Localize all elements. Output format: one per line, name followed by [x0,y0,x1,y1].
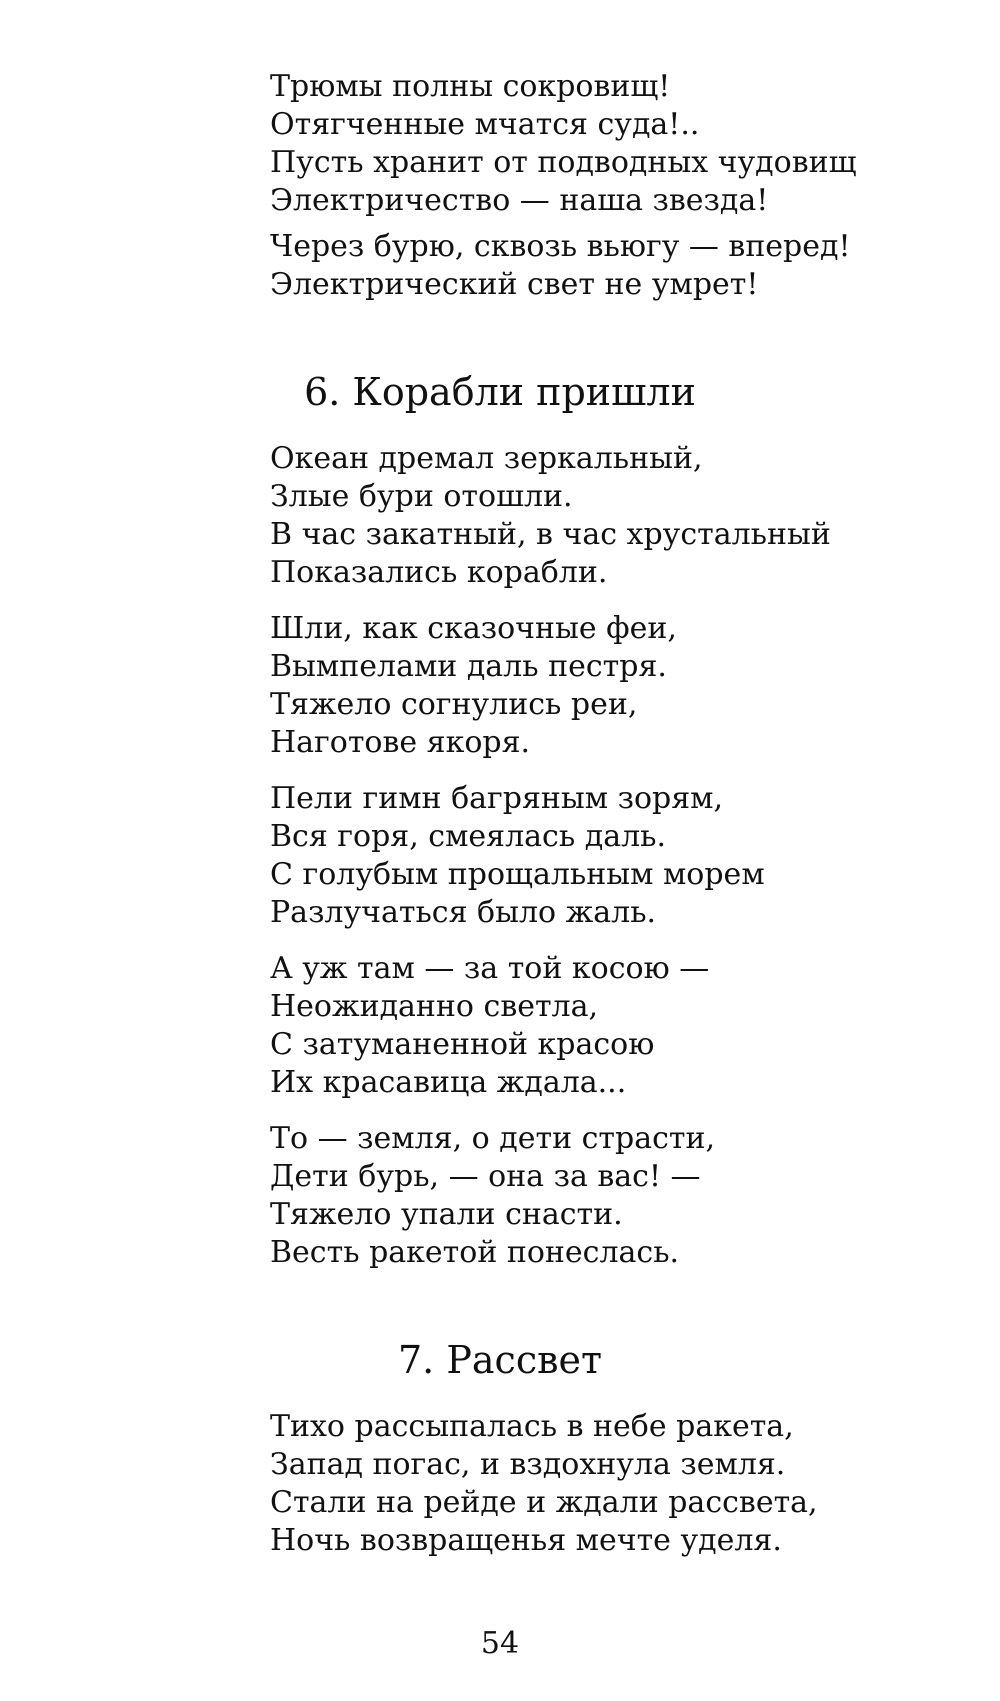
poem-line: С голубым прощальным морем [270,857,765,892]
stanza [270,1408,818,1560]
poem-line: Стали на рейде и ждали рассвета, [270,1485,818,1520]
section-title: 7. Рассвет [397,1338,603,1382]
poem-line: Дети бурь, — она за вас! — [270,1159,701,1194]
poem-line: Трюмы полны сокровищ! [270,69,671,104]
poem-line: Весть ракетой понеслась. [270,1235,680,1270]
stanza [270,440,831,592]
poem-line: Ночь возвращенья мечте уделя. [270,1523,782,1558]
poem-line: Вымпелами даль пестря. [270,649,667,684]
poem-line: Разлучаться было жаль. [270,895,657,930]
poem-line: Неожиданно светла, [270,989,599,1024]
poem-line: Показались корабли. [270,555,608,590]
poem-line: Отягченные мчатся суда!.. [270,107,700,142]
poem-line: А уж там — за той косою — [270,951,710,986]
poem-line: Электрический свет не умрет! [270,267,759,302]
poem-line: Их красавица ждала... [270,1065,627,1100]
stanza [270,68,856,220]
poem-line: Шли, как сказочные феи, [270,611,677,646]
poem-line: Запад погас, и вздохнула земля. [270,1447,786,1482]
poem-line: То — земля, о дети страсти, [270,1121,716,1156]
poem-line: Пусть хранит от подводных чудовищ [270,145,857,180]
stanza [270,780,765,932]
poem-line: Океан дремал зеркальный, [270,441,703,476]
stanza [270,1120,715,1272]
stanza [270,228,851,304]
section-title: 6. Корабли пришли [304,370,696,414]
poem-line: Через бурю, сквозь вьюгу — вперед! [270,229,851,264]
poem-line: Пели гимн багряным зорям, [270,781,724,816]
poem-line: Тихо рассыпалась в небе ракета, [270,1409,794,1444]
poem-line: Электричество — наша звезда! [270,183,769,218]
poem-line: Тяжело упали снасти. [270,1197,623,1232]
poem-line: В час закатный, в час хрустальный [270,517,831,552]
page-number: 54 [480,1626,520,1661]
poem-line: С затуманенной красою [270,1027,655,1062]
stanza [270,610,677,762]
poem-line: Вся горя, смеялась даль. [270,819,667,854]
poem-line: Наготове якоря. [270,725,531,760]
stanza [270,950,709,1102]
poem-line: Тяжело согнулись реи, [270,687,638,722]
poem-line: Злые бури отошли. [270,479,573,514]
